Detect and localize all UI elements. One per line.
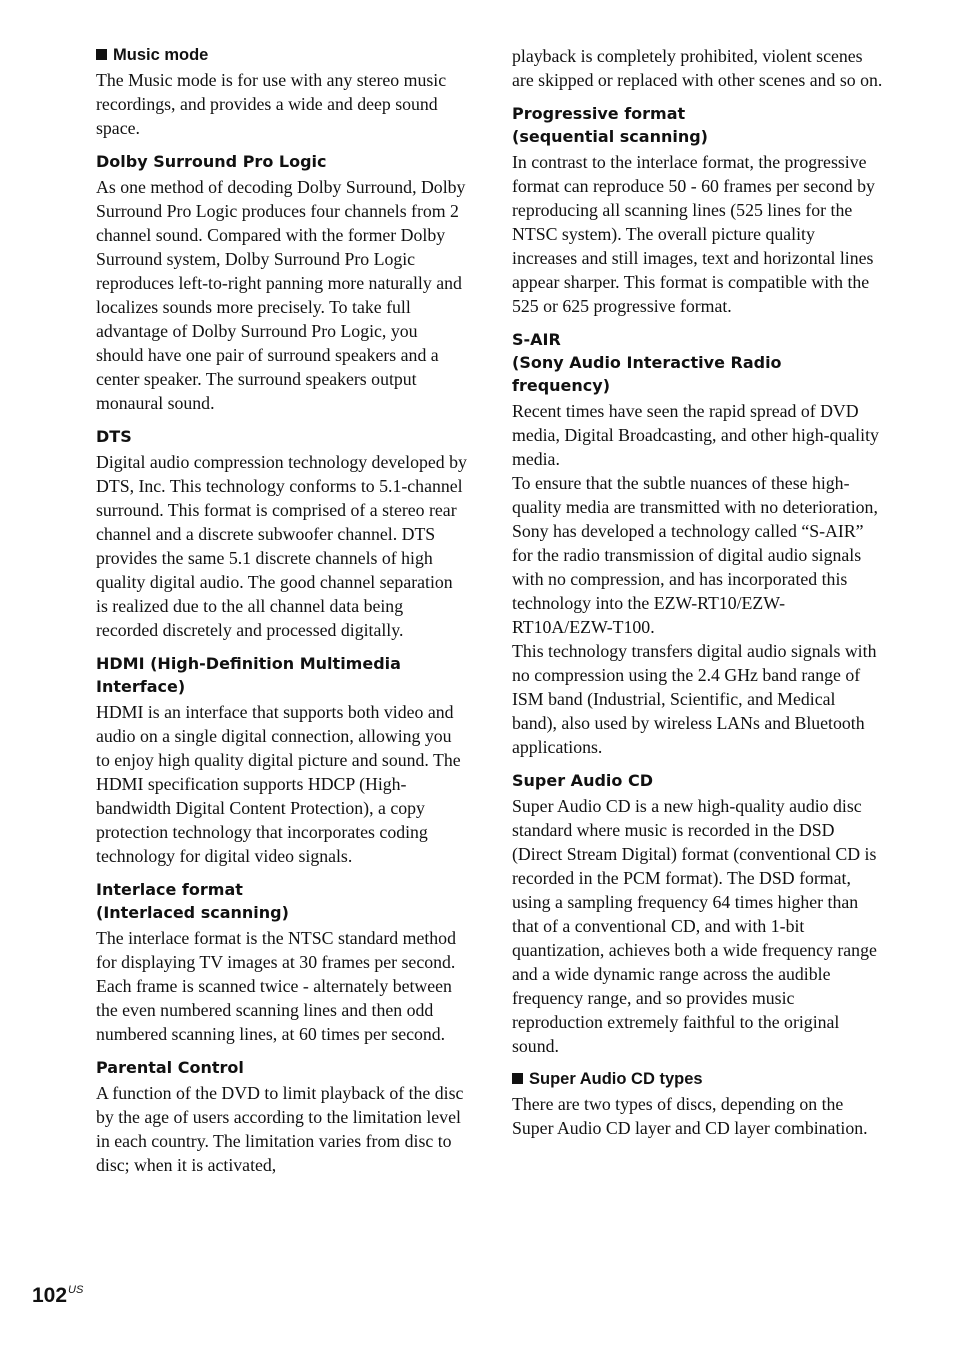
page-footer [32, 1284, 83, 1308]
hdmi-section [96, 652, 468, 868]
sacd-types-heading: Super Audio CD types [512, 1068, 884, 1090]
square-bullet-icon [512, 1073, 523, 1084]
hdmi-heading-line-2: Interface) [96, 677, 186, 696]
dts-section [96, 425, 468, 642]
sacd-types-text: There are two types of discs, depending on the Super Audio CD layer and CD layer combination. [512, 1094, 868, 1138]
parental-heading: Parental Control [96, 1058, 244, 1077]
progressive-text: In contrast to the interlace format, the progressive format can reproduce 50 - 60 frames per second by reproducing all scanning lines (525 lines for the NTSC system). The overall picture quality increases and still images, text and horizontal lines appear sharper. This format is compatible with the 525 or 625 progressive format. [512, 152, 875, 316]
right-column [512, 44, 884, 1140]
parental-text: A function of the DVD to limit playback of the disc by the age of users according to the limitation level in each country. The limitation varies from disc to disc; when it is activated, [96, 1083, 464, 1175]
dolby-heading: Dolby Surround Pro Logic [96, 152, 327, 171]
sair-heading [512, 328, 884, 397]
sair-section [512, 328, 884, 759]
sair-text-2: To ensure that the subtle nuances of these high-quality media are transmitted with no deterioration, Sony has developed a technology called “S-AIR” for the radio transmission of digital audio signals with no compression, and has incorporated this technology into the EZW-RT10/EZW-RT10A/EZW-T100. [512, 473, 878, 637]
sacd-section [512, 769, 884, 1058]
square-bullet-icon [96, 49, 107, 60]
page-region-code: US [68, 1284, 84, 1296]
sacd-types-section [512, 1068, 884, 1140]
sacd-text: Super Audio CD is a new high-quality audio disc standard where music is recorded in the DSD (Direct Stream Digital) format (conventional CD is recorded in the PCM format). The DSD format, using a sampling frequency 64 times higher than that of a conventional CD, and with 1-bit quantization, achieves both a wide frequency range and a wide dynamic range across the audible frequency range, and so provides music reproduction extremely faithful to the original sound. [512, 796, 877, 1056]
interlace-heading [96, 878, 468, 924]
interlace-heading-line-2: (Interlaced scanning) [96, 903, 289, 922]
interlace-text: The interlace format is the NTSC standard method for displaying TV images at 30 frames per second. Each frame is scanned twice - alternately between the even numbered scanning lines and then odd numbered scanning lines, at 60 times per second. [96, 928, 456, 1044]
hdmi-heading [96, 652, 468, 698]
parental-continued-text: playback is completely prohibited, violent scenes are skipped or replaced with other scenes and so on. [512, 46, 883, 90]
sair-text-3: This technology transfers digital audio signals with no compression using the 2.4 GHz band range of ISM band (Industrial, Scientific, and Medical band), also used by wireless LANs and Bluetooth applications. [512, 641, 877, 757]
progressive-heading-line-2: (sequential scanning) [512, 127, 708, 146]
music-mode-heading: Music mode [96, 44, 468, 66]
interlace-section [96, 878, 468, 1046]
music-mode-section [96, 44, 468, 140]
sacd-heading: Super Audio CD [512, 771, 653, 790]
progressive-section [512, 102, 884, 318]
page-number: 102 [32, 1284, 68, 1307]
music-mode-text: The Music mode is for use with any stereo music recordings, and provides a wide and deep sound space. [96, 70, 447, 138]
sair-heading-line-2: (Sony Audio Interactive Radio [512, 353, 782, 372]
dts-heading: DTS [96, 427, 132, 446]
hdmi-text: HDMI is an interface that supports both video and audio on a single digital connection, allowing you to enjoy high quality digital picture and sound. The HDMI specification supports HDCP (High-bandwidth Digital Content Protection), a copy protection technology that incorporates coding technology for digital video signals. [96, 702, 461, 866]
dolby-text: As one method of decoding Dolby Surround, Dolby Surround Pro Logic produces four channels from 2 channel sound. Compared with the former Dolby Surround system, Dolby Surround Pro Logic reproduces left-to-right panning more naturally and localizes sounds more precisely. To take full advantage of Dolby Surround Pro Logic, you should have one pair of surround speakers and a center speaker. The surround speakers output monaural sound. [96, 177, 466, 413]
left-column [96, 44, 468, 1177]
hdmi-heading-line-1: HDMI (High-Definition Multimedia [96, 654, 401, 673]
progressive-heading [512, 102, 884, 148]
interlace-heading-line-1: Interlace format [96, 880, 243, 899]
progressive-heading-line-1: Progressive format [512, 104, 686, 123]
sair-heading-line-1: S-AIR [512, 330, 561, 349]
dts-text: Digital audio compression technology developed by DTS, Inc. This technology conforms to 5.1-channel surround. This format is comprised of a stereo rear channel and a discrete subwoofer channel. DTS provides the same 5.1 discrete channels of high quality digital audio. The good channel separation is realized due to the all channel data being recorded discretely and processed digitally. [96, 452, 467, 640]
parental-continued-section [512, 44, 884, 92]
parental-section [96, 1056, 468, 1177]
dolby-section [96, 150, 468, 415]
sair-text-1: Recent times have seen the rapid spread of DVD media, Digital Broadcasting, and other high-quality media. [512, 401, 879, 469]
sair-heading-line-3: frequency) [512, 376, 611, 395]
